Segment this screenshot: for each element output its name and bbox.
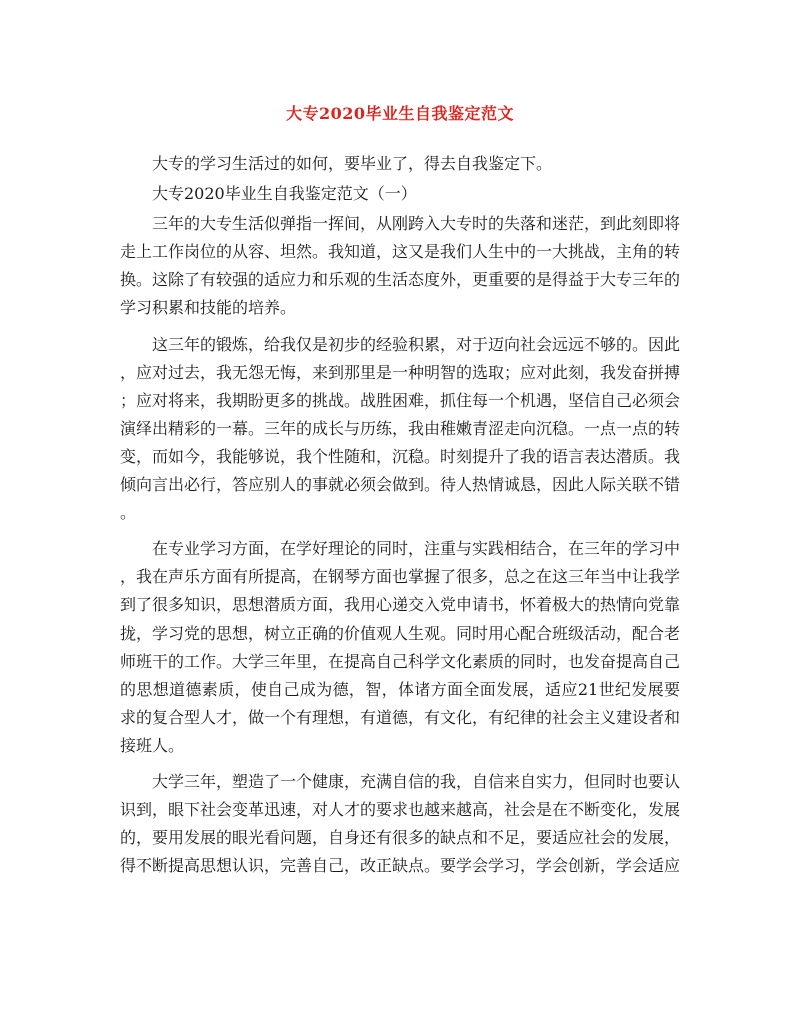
paragraph-1: 三年的大专生活似弹指一挥间，从刚跨入大专时的失落和迷茫，到此刻即将走上工作岗位的从容、坦然。我知道，这又是我们人生中的一大挑战，主角的转换。这除了有较强的适应力和乐观的生活态度外，更重要的是得益于大专三年的学习积累和技能的培养。 (120, 214, 681, 318)
paragraph-3: 在专业学习方面，在学好理论的同时，注重与实践相结合，在三年的学习中 ，我在声乐方面有所提高，在钢琴方面也掌握了很多，总之在这三年当中让我学到了很多知识，思想潜质方面，我用心递交入党申请书，怀着极大的热情向党靠拢，学习党的思想，树立正确的价值观人生观。同时用心配合班级活动，配合老师班干的工作。大学三年里，在提高自己科学文化素质的同时，也发奋提高自己的思想道德素质，使自己成为德，智，体诸方面全面发展，适应21世纪发展要求的复合型人才，做一个有理想，有道德，有文化，有纪律的社会主义建设者和接班人。 (120, 539, 681, 755)
document-title: 大专2020毕业生自我鉴定范文 (285, 104, 515, 123)
paragraph-intro: 大专的学习生活过的如何，要毕业了，得去自我鉴定下。 (152, 154, 553, 173)
paragraph-2: 这三年的锻炼，给我仅是初步的经验积累，对于迈向社会远远不够的。因此 ，应对过去，我无怨无悔，来到那里是一种明智的选取；应对此刻，我发奋拼搏 ；应对将来，我期盼更多的挑战。战胜困难，抓住每一个机遇，坚信自己必须会演绎出精彩的一幕。三年的成长与历练，我由稚嫩青涩走向沉稳。一点一点的转变，而如今，我能够说，我个性随和，沉稳。时刻提升了我的语言表达潜质。我倾向言出必行，答应别人的事就必须会做到。待人热情诚恳，因此人际关联不错 。 (120, 334, 681, 523)
paragraph-4: 大学三年，塑造了一个健康，充满自信的我，自信来自实力，但同时也要认识到，眼下社会变革迅速，对人才的要求也越来越高，社会是在不断变化，发展的，要用发展的眼光看问题，自身还有很多的缺点和不足，要适应社会的发展，得不断提高思想认识，完善自己，改正缺点。要学会学习，学会创新，学会适应 (120, 771, 681, 876)
paragraph-subtitle: 大专2020毕业生自我鉴定范文（一） (152, 184, 417, 204)
document-body (120, 150, 680, 888)
document-page (120, 0, 680, 1035)
